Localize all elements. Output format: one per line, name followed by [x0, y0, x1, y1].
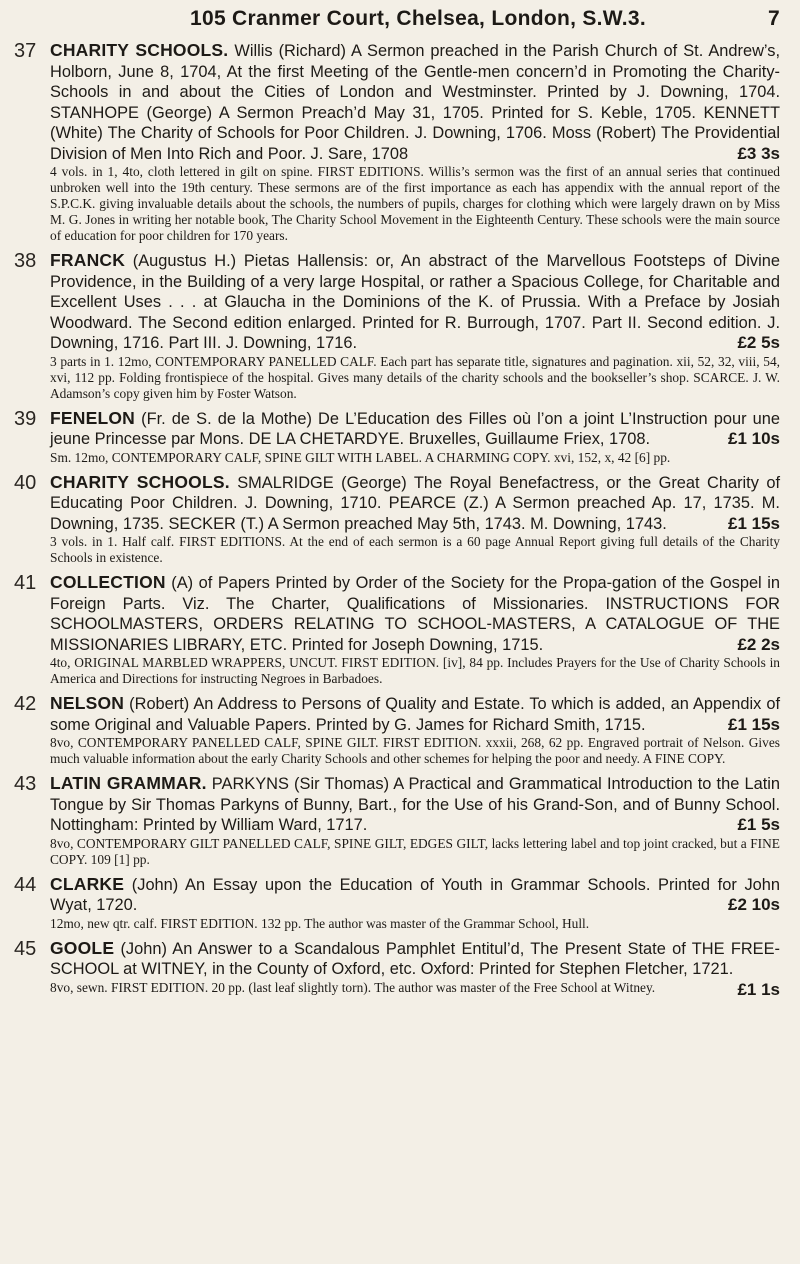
- entry-number: 38: [14, 250, 37, 272]
- entry-price: £2 5s: [737, 333, 780, 352]
- entry-title-text: Willis (Richard) A Sermon preached in the Parish Church of St. Andrew’s, Holborn, June 8, 1704, At the first Meeting of the Gentle-men concern’d in Promoting the Charity-Schools in and about the Cities of London and Westminster. Printed by J. Downing, 1704. STANHOPE (George) A Sermon Preach’d May 31, 1705. Printed for S. Keble, 1705. KENNETT (White) The Charity of Schools for Poor Children. J. Downing, 1706. Moss (Robert) The Providential Division of Men Into Rich and Poor. J. Sare, 1708: [50, 42, 780, 163]
- entry-number: 41: [14, 572, 37, 594]
- entry-body: [50, 250, 780, 406]
- entry-collation-note: 8vo, CONTEMPORARY PANELLED CALF, SPINE GILT. FIRST EDITION. xxxii, 268, 62 pp. Engraved portrait of Nelson. Gives much valuable information about the early Charity Schools and other schemes for helping the poor and needy. A FINE COPY.: [50, 735, 780, 766]
- entry-number: 37: [14, 40, 37, 62]
- entry-heading: GOOLE: [50, 937, 115, 958]
- entry-heading: CHARITY SCHOOLS.: [50, 40, 229, 60]
- entry-title-text: (Augustus H.) Pietas Hallensis: or, An abstract of the Marvellous Footsteps of Divine Providence, in the Building of a very large Hospital, or rather a Spacious College, for Charitable and Excellent Uses . . . at Glaucha in the Dominions of the K. of Prussia. With a Preface by Josiah Woodward. The Second edition enlarged. Printed for R. Burrough, 1707. Part II. Second edition. J. Downing, 1716. Part III. J. Downing, 1716.: [50, 252, 780, 352]
- entry-description: [50, 408, 780, 450]
- entry-number: 44: [14, 873, 37, 896]
- entry-title-text: SMALRIDGE (George) The Royal Benefactress, or the Great Charity of Educating Poor Children. J. Downing, 1710. PEARCE (Z.) A Sermon preached Ap. 17, 1735. M. Downing, 1735. SECKER (T.) A Sermon preached May 5th, 1743. M. Downing, 1743.: [50, 473, 780, 533]
- entry-collation-note: 8vo, CONTEMPORARY GILT PANELLED CALF, SPINE GILT, EDGES GILT, lacks lettering label and top joint cracked, but a FINE COPY. 109 [1] pp.: [50, 835, 780, 867]
- catalogue-entry: [14, 40, 780, 248]
- entry-body: [50, 472, 780, 571]
- catalogue-entry: [14, 572, 780, 691]
- entry-collation-note: 12mo, new qtr. calf. FIRST EDITION. 132 pp. The author was master of the Grammar School, Hull.: [50, 915, 590, 931]
- entry-body: [50, 938, 780, 1001]
- entry-body: [50, 773, 780, 872]
- entry-title-text: PARKYNS (Sir Thomas) A Practical and Grammatical Introduction to the Latin Tongue by Sir Thomas Parkyns of Bunny, Bart., for the Use of his Grand-Son, and of Bunny School. Nottingham: Printed by William Ward, 1717.: [50, 775, 781, 834]
- entry-collation-note: 4to, ORIGINAL MARBLED WRAPPERS, UNCUT. FIRST EDITION. [iv], 84 pp. Includes Prayers for the Use of Charity Schools in America and Directions for instructing Negroes in Barbadoes.: [50, 655, 780, 686]
- entry-heading: CLARKE: [50, 873, 125, 894]
- entry-heading: CHARITY SCHOOLS.: [50, 471, 230, 492]
- entry-title-text: (John) An Answer to a Scandalous Pamphlet Entitul’d, The Present State of THE FREE-SCHOOL at WITNEY, in the County of Oxford, etc. Oxford: Printed for Stephen Fletcher, 1721.: [50, 939, 780, 978]
- entry-heading: COLLECTION: [50, 572, 166, 592]
- entry-number: 43: [14, 773, 37, 795]
- entry-heading: FENELON: [50, 407, 136, 428]
- header-address: 105 Cranmer Court, Chelsea, London, S.W.3.: [189, 7, 647, 30]
- entry-heading: LATIN GRAMMAR.: [50, 773, 207, 793]
- entry-body: [50, 40, 780, 248]
- entry-description: [50, 250, 780, 354]
- entry-description: [50, 693, 780, 735]
- entry-price: £1 15s: [728, 714, 780, 734]
- entry-description: [50, 472, 780, 535]
- catalogue-entry: [14, 938, 780, 1001]
- entry-description: [50, 572, 780, 655]
- entry-price: £3 3s: [737, 143, 780, 163]
- entry-number: 40: [14, 471, 37, 494]
- entry-collation-note: 8vo, sewn. FIRST EDITION. 20 pp. (last leaf slightly torn). The author was master of the Free School at Witney.: [50, 979, 656, 995]
- entry-price: £1 1s: [737, 979, 780, 999]
- catalogue-entry: [14, 472, 780, 571]
- entry-title-text: (Robert) An Address to Persons of Quality and Estate. To which is added, an Appendix of some Original and Valuable Papers. Printed by G. James for Richard Smith, 1715.: [50, 695, 780, 734]
- catalogue-entry: [14, 408, 780, 470]
- entry-collation-note: 4 vols. in 1, 4to, cloth lettered in gilt on spine. FIRST EDITIONS. Willis’s sermon was the first of an annual series that continued unbroken well into the 19th century. These sermons are of the first importance as each has appendix with the annual report of the S.P.C.K. giving invaluable details about the schools, the numbers of pupils, charges for clothing which were largely drawn on by Miss M. G. Jones in writing her notable book, The Charity School Movement in the Eighteenth Century. These schools were the main source of education for poor children for 170 years.: [50, 164, 780, 243]
- entry-collation-note: 3 vols. in 1. Half calf. FIRST EDITIONS. At the end of each sermon is a 60 page Annual Report giving full details of the Charity Schools in existence.: [50, 534, 780, 565]
- entry-description: [50, 874, 780, 916]
- entry-description: [50, 773, 780, 836]
- entry-collation-note: 3 parts in 1. 12mo, CONTEMPORARY PANELLED CALF. Each part has separate title, signatures and pagination. xii, 52, 32, viii, 54, xvi, 112 pp. Folding frontispiece of the hospital. Gives many details of the charity schools and the bookseller’s shop. SCARCE. J. W. Adamson’s copy given him by Foster Watson.: [50, 353, 780, 401]
- entry-title-text: (A) of Papers Printed by Order of the Society for the Propa-gation of the Gospel in Foreign Parts. Viz. The Charter, Qualifications of Missionaries. INSTRUCTIONS FOR SCHOOLMASTERS, ORDERS RELATING TO SCHOOL-MASTERS, A CATALOGUE OF THE MISSIONARIES LIBRARY, ETC. Printed for Joseph Downing, 1715.: [50, 574, 780, 654]
- entry-collation-note: Sm. 12mo, CONTEMPORARY CALF, SPINE GILT WITH LABEL. A CHARMING COPY. xvi, 152, x, 42 [6] pp.: [50, 449, 671, 465]
- entry-price: £1 5s: [737, 815, 780, 834]
- entry-list: [14, 40, 780, 1000]
- entry-price: £2 2s: [737, 634, 780, 654]
- entry-description: [50, 40, 780, 164]
- entry-number: 42: [14, 693, 37, 715]
- entry-title-text: (John) An Essay upon the Education of Youth in Grammar Schools. Printed for John Wyat, 1720.: [50, 875, 780, 914]
- entry-number: 45: [14, 937, 37, 960]
- entry-body: [50, 874, 780, 936]
- entry-price: £1 10s: [728, 429, 780, 448]
- page-header: [14, 4, 780, 34]
- catalogue-entry: [14, 874, 780, 936]
- entry-number: 39: [14, 407, 37, 430]
- entry-body: [50, 693, 780, 771]
- entry-price: £2 10s: [728, 895, 780, 914]
- entry-title-text: (Fr. de S. de la Mothe) De L’Education des Filles où l’on a joint L’Instruction pour une jeune Princesse par Mons. DE LA CHETARDYE. Bruxelles, Guillaume Friex, 1708.: [50, 409, 780, 448]
- entry-heading: FRANCK: [50, 250, 126, 270]
- entry-heading: NELSON: [50, 693, 125, 713]
- catalogue-entry: [14, 250, 780, 406]
- entry-price: £1 15s: [728, 513, 780, 533]
- catalogue-entry: [14, 693, 780, 771]
- catalogue-entry: [14, 773, 780, 872]
- entry-body: [50, 408, 780, 470]
- page-number: 7: [768, 7, 780, 30]
- entry-body: [50, 572, 780, 691]
